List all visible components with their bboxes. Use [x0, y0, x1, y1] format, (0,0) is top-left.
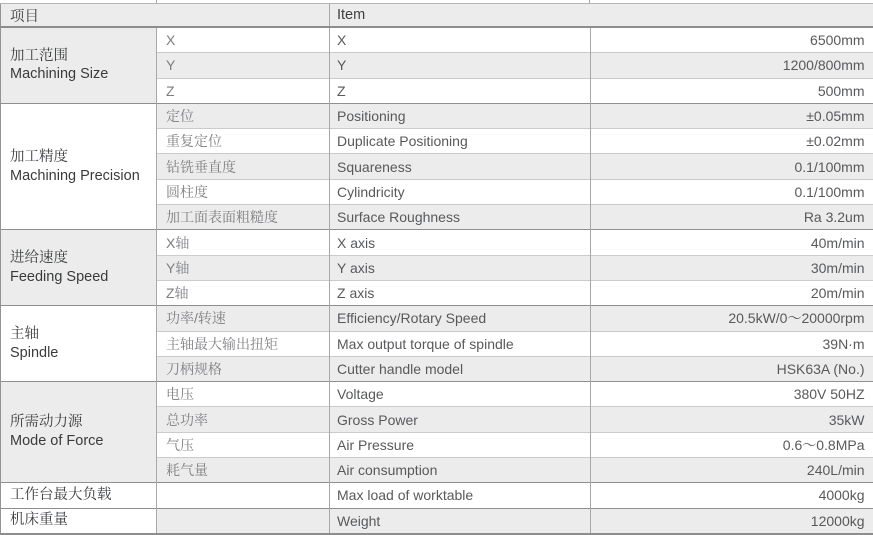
category-label-zh: 进给速度	[10, 249, 68, 266]
spec-name-en: Max output torque of spindle	[330, 331, 591, 356]
category-label-en: Feeding Speed	[10, 268, 109, 285]
spec-value: 30m/min	[591, 255, 873, 280]
spec-value: ±0.05mm	[591, 103, 873, 128]
spec-value: 240L/min	[591, 458, 873, 483]
spec-value: 500mm	[591, 78, 873, 103]
category-cell: 机床重量	[1, 508, 157, 534]
category-label-en: Spindle	[10, 344, 59, 361]
spec-row	[1, 103, 873, 128]
spec-name-zh: X	[157, 27, 330, 53]
spec-name-en: Gross Power	[330, 407, 591, 432]
spec-name-en: Z axis	[330, 280, 591, 305]
spec-row	[1, 508, 873, 534]
spec-name-zh: 气压	[157, 432, 330, 457]
spec-name-zh: 重复定位	[157, 129, 330, 154]
spec-name-zh: 圆柱度	[157, 179, 330, 204]
spec-name-en: Air Pressure	[330, 432, 591, 457]
spec-value: 0.1/100mm	[591, 154, 873, 179]
category-label-en: Machining Size	[10, 66, 109, 83]
spec-value: 39N·m	[591, 331, 873, 356]
spec-name-en: Weight	[330, 508, 591, 534]
category-cell	[1, 306, 157, 382]
spec-name-en: X axis	[330, 230, 591, 255]
category-cell	[1, 382, 157, 483]
spec-value: 0.1/100mm	[591, 179, 873, 204]
spec-row	[1, 382, 873, 407]
spec-name-en: Surface Roughness	[330, 205, 591, 230]
spec-name-en: Max load of worktable	[330, 483, 591, 508]
category-cell: 工作台最大负载	[1, 483, 157, 508]
spec-value: 6500mm	[591, 27, 873, 53]
category-label-en: Machining Precision	[10, 167, 140, 184]
spec-name-zh	[157, 508, 330, 534]
spec-table	[0, 3, 873, 535]
spec-row	[1, 483, 873, 508]
spec-value: ±0.02mm	[591, 129, 873, 154]
spec-name-zh: 电压	[157, 382, 330, 407]
category-label-en: Mode of Force	[10, 433, 104, 450]
spec-name-zh: 钻铣垂直度	[157, 154, 330, 179]
spec-value: 40m/min	[591, 230, 873, 255]
spec-name-en: Cylindricity	[330, 179, 591, 204]
spec-name-zh: 加工面表面粗糙度	[157, 205, 330, 230]
spec-row	[1, 306, 873, 331]
spec-name-en: Y axis	[330, 255, 591, 280]
spec-name-zh: 定位	[157, 103, 330, 128]
category-label-zh: 加工范围	[10, 47, 68, 64]
spec-name-zh: 总功率	[157, 407, 330, 432]
spec-name-zh: Y轴	[157, 255, 330, 280]
spec-name-zh: 主轴最大输出扭矩	[157, 331, 330, 356]
header-item-en: Item	[330, 4, 873, 28]
spec-name-en: Air consumption	[330, 458, 591, 483]
spec-name-zh: Z	[157, 78, 330, 103]
category-cell	[1, 103, 157, 229]
spec-name-zh: 刀柄规格	[157, 356, 330, 381]
header-item-zh: 项目	[1, 4, 330, 28]
spec-name-zh: 耗气量	[157, 458, 330, 483]
spec-name-en: Y	[330, 53, 591, 78]
spec-value: 12000kg	[591, 508, 873, 534]
spec-name-en: Z	[330, 78, 591, 103]
category-cell	[1, 27, 157, 103]
spec-row	[1, 230, 873, 255]
spec-name-zh: X轴	[157, 230, 330, 255]
spec-name-en: Duplicate Positioning	[330, 129, 591, 154]
spec-row	[1, 27, 873, 53]
spec-name-zh: 功率/转速	[157, 306, 330, 331]
category-label-zh: 主轴	[10, 325, 39, 342]
spec-value: Ra 3.2um	[591, 205, 873, 230]
spec-table-body	[1, 27, 873, 534]
category-cell	[1, 230, 157, 306]
spec-name-en: Efficiency/Rotary Speed	[330, 306, 591, 331]
spec-name-zh	[157, 483, 330, 508]
spec-value: HSK63A (No.)	[591, 356, 873, 381]
spec-value: 380V 50HZ	[591, 382, 873, 407]
header-row	[1, 4, 873, 28]
spec-name-en: Cutter handle model	[330, 356, 591, 381]
spec-value: 4000kg	[591, 483, 873, 508]
spec-value: 1200/800mm	[591, 53, 873, 78]
spec-name-en: X	[330, 27, 591, 53]
spec-name-en: Positioning	[330, 103, 591, 128]
spec-name-zh: Y	[157, 53, 330, 78]
spec-value: 0.6～0.8MPa	[591, 432, 873, 457]
spec-value: 20m/min	[591, 280, 873, 305]
spec-value: 35kW	[591, 407, 873, 432]
spec-name-en: Voltage	[330, 382, 591, 407]
spec-name-en: Squareness	[330, 154, 591, 179]
spec-value: 20.5kW/0～20000rpm	[591, 306, 873, 331]
category-label-zh: 所需动力源	[10, 414, 83, 431]
spec-name-zh: Z轴	[157, 280, 330, 305]
category-label-zh: 加工精度	[10, 148, 68, 165]
